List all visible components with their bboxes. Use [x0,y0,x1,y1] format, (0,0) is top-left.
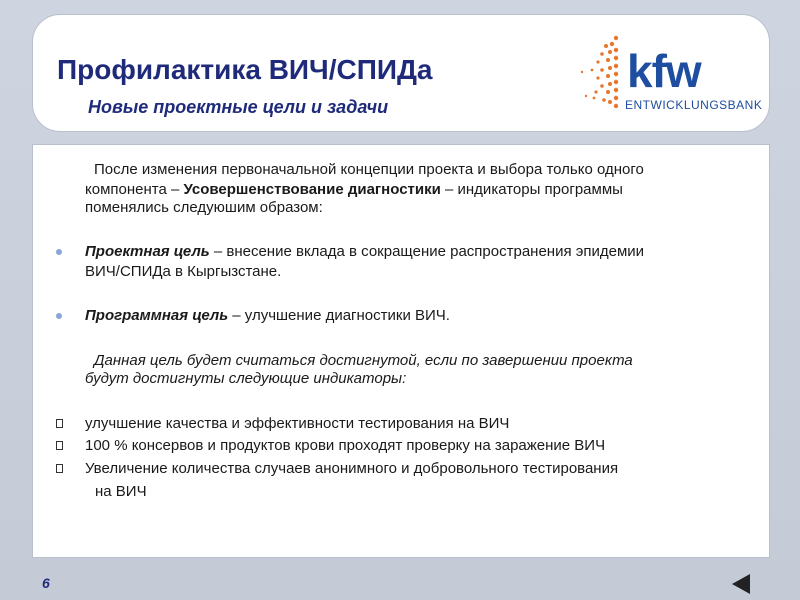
page-title: Профилактика ВИЧ/СПИДа [57,54,433,85]
intro-line-1: После изменения первоначальной концепции проекта и выбора только одного [94,161,644,178]
project-goal-line-2: ВИЧ/СПИДа в Кыргызстане. [85,263,282,280]
program-goal-line [85,306,450,326]
note-line-1: Данная цель будет считаться достигнутой, если по завершении проекта [94,352,633,369]
bullet-dot [56,249,62,255]
intro-highlight: Усовершенствование диагностики [183,181,441,198]
program-goal-label: Программная цель [85,307,229,324]
intro-text-c: – индикаторы программы [440,181,623,198]
indicator-1: улучшение качества и эффективности тестирования на ВИЧ [85,415,510,432]
previous-slide-arrow-icon[interactable] [732,574,750,594]
bullet-dot [56,313,62,319]
project-goal-label: Проектная цель [85,243,210,260]
intro-text-a: компонента – [85,181,184,198]
project-goal-line-1 [85,242,644,262]
logo-dots-icon [581,36,618,108]
intro-line-2 [85,180,623,200]
page-subtitle: Новые проектные цели и задачи [88,97,389,117]
checkbox-bullet-icon [56,441,63,450]
checkbox-bullet-icon [56,419,63,428]
intro-line-3: поменялись следуюшим образом: [85,199,323,216]
checkbox-bullet-icon [56,464,63,473]
indicator-3-line-2: на ВИЧ [95,483,147,500]
page-number: 6 [42,575,50,591]
logo-subtext: ENTWICKLUNGSBANK [625,98,763,112]
indicator-2: 100 % консервов и продуктов крови проходят проверку на заражение ВИЧ [85,437,606,454]
program-goal-text: – улучшение диагностики ВИЧ. [228,307,450,324]
logo-wordmark: kfw [627,45,701,97]
note-line-2: будут достигнуты следующие индикаторы: [85,370,407,387]
indicator-3: Увеличение количества случаев анонимного и добровольного тестирования [85,460,619,477]
project-goal-text: – внесение вклада в сокращение распространения эпидемии [209,243,645,260]
